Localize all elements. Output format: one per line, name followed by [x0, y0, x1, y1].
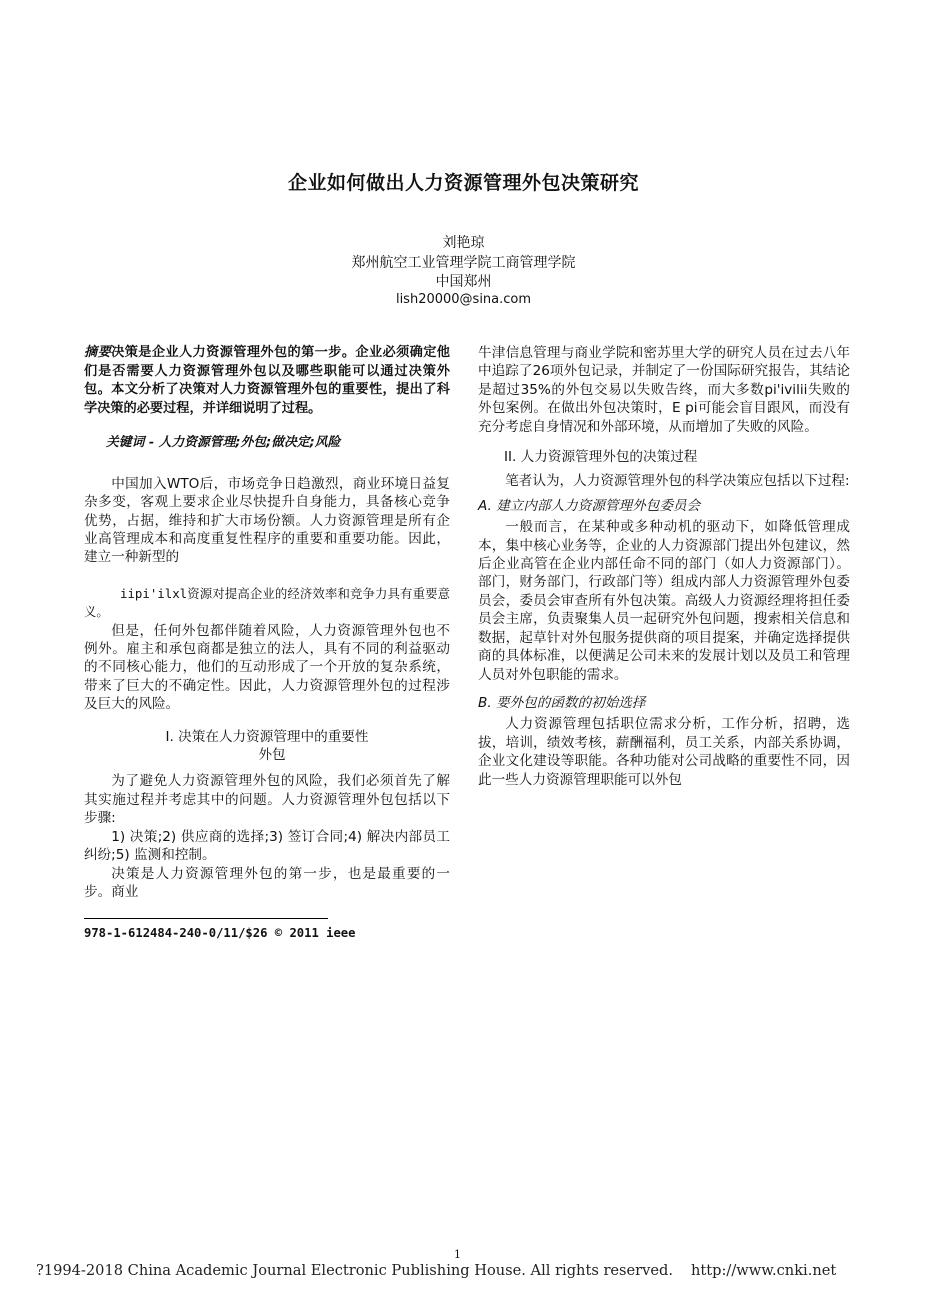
section-1-paragraph-3: 决策是人力资源管理外包的第一步，也是最重要的一步。商业 — [84, 865, 450, 900]
footnote-rule — [84, 918, 328, 919]
keywords: 关键词 - 人力资源管理;外包;做决定;风险 — [106, 435, 341, 451]
garbled-text: iipi'ilxl资源对提高企业的经济效率和竞争力具有重要意义。 — [84, 585, 450, 620]
subsection-b-paragraph: 人力资源管理包括职位需求分析，工作分析，招聘，选拔，培训，绩效考核，薪酬福利，员工关系，内部关系协调，企业文化建设等职能。各种功能对公司战略的重要性不同，因此一些人力资源管理职能可以外包 — [478, 716, 850, 788]
section-1-heading-line-1: I. 决策在人力资源管理中的重要性 — [165, 728, 369, 745]
footer-copyright: ?1994-2018 China Academic Journal Electronic Publishing House. All rights reserved. — [36, 1262, 674, 1279]
abstract-text: 决策是企业人力资源管理外包的第一步。企业必须确定他们是否需要人力资源管理外包以及哪些职能可以通过决策外包。本文分析了决策对人力资源管理外包的重要性，提出了科学决策的必要过程，并详细说明了过程。 — [84, 345, 450, 416]
right-column — [478, 344, 850, 789]
author-email: lish20000@sina.com — [395, 292, 532, 307]
section-2-paragraph-1: 笔者认为，人力资源管理外包的科学决策应包括以下过程: — [505, 473, 850, 490]
page-number: 1 — [454, 1248, 461, 1261]
section-1-heading-line-2: 外包 — [258, 747, 286, 764]
author-location: 中国郑州 — [435, 274, 492, 290]
section-2-heading: II. 人力资源管理外包的决策过程 — [504, 449, 698, 466]
left-column — [84, 344, 450, 901]
intro-paragraph-3: 但是，任何外包都伴随着风险，人力资源管理外包也不例外。雇主和承包商都是独立的法人，具有不同的利益驱动的不同核心能力，他们的互动形成了一个开放的复杂系统，带来了巨大的不确定性。因此，人力资源管理外包的过程涉及巨大的风险。 — [84, 622, 450, 713]
subsection-a-paragraph: 一般而言，在某种或多种动机的驱动下，如降低管理成本，集中核心业务等，企业的人力资源部门提出外包建议，然后企业高管在企业内部任命不同的部门（如人力资源部门）。部门，财务部门，行政部门等）组成内部人力资源管理外包委员会，委员会审查所有外包决策。高级人力资源经理将担任委员会主席，负责聚集人员一起研究外包问题，搜索相关信息和数据，起草针对外包服务提供商的项目提案，并确定选择提供商的具体标准，以便满足公司未来的发展计划以及员工和管理人员对外包职能的需求。 — [478, 519, 850, 683]
author-name: 刘艳琼 — [442, 235, 485, 251]
footer — [36, 1262, 836, 1279]
section-1-steps: 1) 决策;2) 供应商的选择;3) 签订合同;4) 解决内部员工纠纷;5) 监测和控制。 — [84, 828, 450, 864]
abstract-lead: 摘要 — [84, 345, 112, 360]
section-1-heading — [84, 728, 450, 765]
intro-paragraph-2 — [84, 585, 450, 622]
author-affiliation: 郑州航空工业管理学院工商管理学院 — [351, 255, 576, 271]
subsection-b-heading: B. 要外包的函数的初始选择 — [478, 694, 646, 711]
right-paragraph-1: 牛津信息管理与商业学院和密苏里大学的研究人员在过去八年中追踪了26项外包记录，并制定了一份国际研究报告，其结论是超过35%的外包交易以失败告终，而大多数pi'ivilii失败的外包案例。在做出外包决策时，E pi可能会盲目跟风，而没有充分考虑自身情况和外部环境，从而增加了失败的风险。 — [478, 345, 850, 435]
intro-paragraph-1: 中国加入WTO后，市场竞争日趋激烈，商业环境日益复杂多变，客观上要求企业尽快提升自身能力，具备核心竞争优势，占据，维持和扩大市场份额。人力资源管理是所有企业高管理成本和高度重复性程序的重要和重要功能。因此，建立一种新型的 — [84, 475, 450, 566]
subsection-a-heading: A. 建立内部人力资源管理外包委员会 — [478, 497, 701, 514]
isbn-line: 978-1-612484-240-0/11/$26 © 2011 ieee — [84, 926, 356, 940]
abstract — [84, 344, 450, 418]
section-1-paragraph-1: 为了避免人力资源管理外包的风险，我们必须首先了解其实施过程并考虑其中的问题。人力资源管理外包包括以下步骤: — [84, 773, 450, 827]
footer-url[interactable]: http://www.cnki.net — [691, 1262, 837, 1279]
author-block — [0, 232, 927, 309]
paper-title: 企业如何做出人力资源管理外包决策研究 — [287, 172, 639, 194]
